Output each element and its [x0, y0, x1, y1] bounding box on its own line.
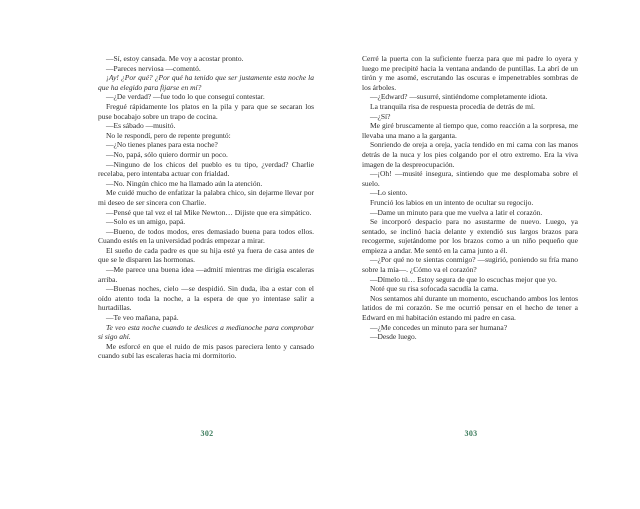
paragraph: Me cuidé mucho de enfatizar la palabra chico, sin dejarme llevar por mi deseo de ser sincera con Charlie. — [98, 188, 314, 207]
paragraph: —¿Edward? —susurré, sintiéndome completamente idiota. — [370, 92, 548, 102]
right-page — [362, 54, 578, 342]
paragraph: —Te veo mañana, papá. — [106, 313, 179, 323]
paragraph: —¿Sí? — [370, 111, 391, 121]
paragraph: —Buenas noches, cielo —se despidió. Sin duda, iba a estar con el oído atento toda la noche, a la espera de que yo intentase salir a hurtadillas. — [98, 284, 314, 313]
paragraph: —Pensé que tal vez el tal Mike Newton… Dijiste que era simpático. — [106, 207, 312, 217]
paragraph: Cerré la puerta con la suficiente fuerza para que mi padre lo oyera y luego me precipité hacia la ventana andando de puntillas. La abrí de un tirón y me asomé, escrutando las oscuras e impenetrables sombras de los árboles. — [362, 54, 578, 92]
paragraph: —Solo es un amigo, papá. — [106, 217, 186, 227]
paragraph: —¡Oh! —musité insegura, sintiendo que me desplomaba sobre el suelo. — [362, 169, 578, 188]
paragraph: El sueño de cada padre es que su hija esté ya fuera de casa antes de que se le disparen las hormonas. — [98, 245, 314, 265]
paragraph: —Lo siento. — [370, 188, 408, 198]
paragraph: —¿Me concedes un minuto para ser humana? — [370, 322, 508, 332]
paragraph: —¿Por qué no te sientas conmigo? —sugirió, poniendo su fría mano sobre la mía—. ¿Cómo va el corazón? — [362, 255, 578, 275]
paragraph: ¡Ay! ¿Por qué? ¿Por qué ha tenido que ser justamente esta noche la que ha elegido para fijarse en mí? — [98, 73, 314, 92]
paragraph: Te veo esta noche cuando te deslices a medianoche para comprobar si sigo ahí. — [98, 322, 314, 342]
paragraph: —Desde luego. — [370, 332, 417, 342]
paragraph: —Dame un minuto para que me vuelva a latir el corazón. — [370, 207, 543, 217]
paragraph: Fregué rápidamente los platos en la pila y para que se secaran los puse bocabajo sobre un trapo de cocina. — [98, 101, 314, 121]
paragraph: —Dímelo tú… Estoy segura de que lo escuchas mejor que yo. — [370, 274, 557, 284]
paragraph: —¿No tienes planes para esta noche? — [106, 140, 218, 150]
left-page — [98, 54, 314, 361]
paragraph: —¿De verdad? —fue todo lo que conseguí contestar. — [106, 92, 265, 102]
paragraph: Sonriendo de oreja a oreja, yacía tendido en mi cama con las manos detrás de la nuca y los pies colgando por el otro extremo. Era la viva imagen de la despreocupación. — [362, 140, 578, 169]
right-page-number: 303 — [464, 429, 478, 438]
paragraph: —Ninguno de los chicos del pueblo es tu tipo, ¿verdad? Charlie recelaba, pero intentaba actuar con frialdad. — [98, 159, 314, 179]
paragraph: Noté que su risa sofocada sacudía la cama. — [370, 284, 499, 294]
paragraph: —No. Ningún chico me ha llamado aún la atención. — [106, 178, 263, 188]
paragraph: Nos sentamos ahí durante un momento, escuchando ambos los lentos latidos de mi corazón. Se me ocurrió pensar en el hecho de tener a Edward en mi habitación estando mi padre en casa. — [362, 293, 578, 323]
paragraph: —Es sábado —musitó. — [106, 121, 176, 131]
left-page-number: 302 — [200, 429, 214, 438]
paragraph: Se incorporó despacio para no asustarme de nuevo. Luego, ya sentado, se inclinó hacia delante y extendió sus largos brazos para recogerme, sujetándome por los brazos como a un niño pequeño que empieza a andar. Me sentó en la cama junto a él. — [362, 217, 578, 255]
paragraph: No le respondí, pero de repente preguntó: — [106, 130, 231, 140]
paragraph: —Pareces nerviosa —comentó. — [106, 63, 201, 73]
paragraph: —Sí, estoy cansada. Me voy a acostar pronto. — [106, 54, 244, 63]
paragraph: La tranquila risa de respuesta procedía de detrás de mí. — [370, 101, 535, 111]
paragraph: —Me parece una buena idea —admití mientras me dirigía escaleras arriba. — [98, 265, 314, 284]
paragraph: Me esforcé en que el ruido de mis pasos pareciera lento y cansado cuando subí las escaleras hacia mi dormitorio. — [98, 341, 314, 361]
paragraph: Frunció los labios en un intento de ocultar su regocijo. — [370, 197, 534, 207]
paragraph: —Bueno, de todos modos, eres demasiado buena para todos ellos. Cuando estés en la universidad podrás empezar a mirar. — [98, 226, 314, 246]
paragraph: Me giré bruscamente al tiempo que, como reacción a la sorpresa, me llevaba una mano a la garganta. — [362, 121, 578, 140]
paragraph: —No, papá, sólo quiero dormir un poco. — [106, 149, 228, 159]
